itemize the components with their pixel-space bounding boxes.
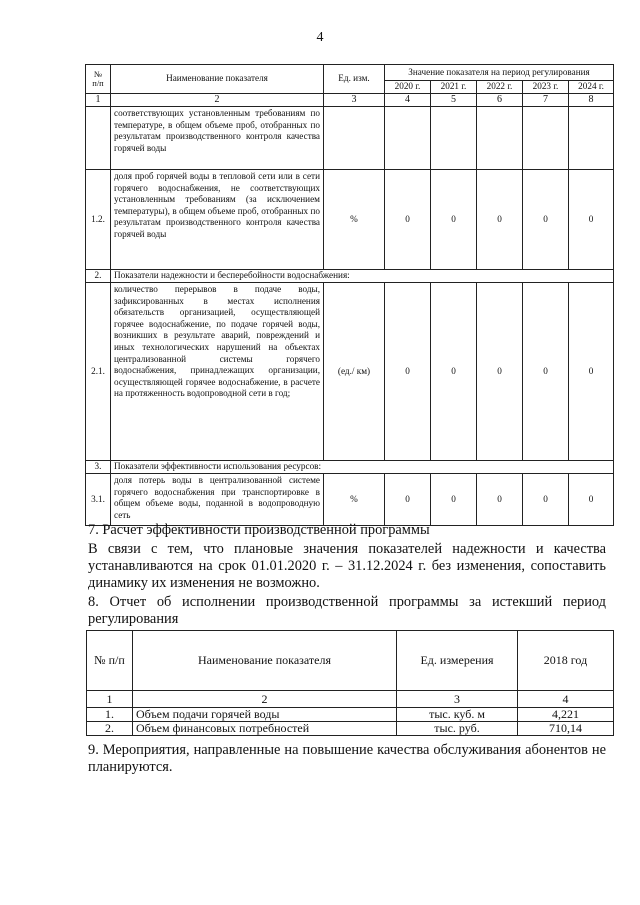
row-unit: %: [324, 474, 385, 526]
row-name: доля потерь воды в централизованной системе горячего водоснабжения при транспортировке в общем объеме воды, поданной в водопроводную сеть: [111, 474, 324, 526]
col-number: 7: [523, 94, 569, 107]
row-no: 3.1.: [86, 474, 111, 526]
col-number: 5: [431, 94, 477, 107]
row-value: 0: [569, 170, 614, 270]
row-value: 0: [523, 283, 569, 461]
table-row: [86, 474, 614, 526]
row-no: 2.1.: [86, 283, 111, 461]
col-number: 1: [86, 94, 111, 107]
col-number: 4: [385, 94, 431, 107]
row-value: 0: [431, 474, 477, 526]
section-row: [86, 270, 614, 283]
col-number: 6: [477, 94, 523, 107]
row-value: 0: [523, 170, 569, 270]
row-name: количество перерывов в подаче воды, зафиксированных в местах исполнения обязательств организацией, осуществляющей горячее водоснабжение, по подаче горячей воды, возникших в результате аварий, повреждений и иных технологических нарушений на объектах централизованной системы горячего водоснабжения, принадлежащих организации, осуществляющей горячее водоснабжение, в расчете на протяженность водопроводной сети в год;: [111, 283, 324, 461]
indicators-table: [85, 64, 614, 526]
report-table: [86, 630, 614, 736]
table-row: [87, 708, 614, 722]
col-number: 3: [397, 691, 518, 708]
header-name: Наименование показателя: [111, 65, 324, 94]
section-title: Показатели надежности и бесперебойности водоснабжения:: [111, 270, 614, 283]
col-number: 2: [133, 691, 397, 708]
row-no: 1.2.: [86, 170, 111, 270]
row-unit: тыс. куб. м: [397, 708, 518, 722]
row-value: 0: [523, 474, 569, 526]
col-number: 8: [569, 94, 614, 107]
section7-text: [88, 541, 606, 592]
row-value: [569, 107, 614, 170]
row-value: 0: [385, 283, 431, 461]
row-no: [86, 107, 111, 170]
section8-heading: 8. Отчет об исполнении производственной программы за истекший период регулирования: [88, 594, 606, 627]
table-row: [86, 170, 614, 270]
row-value: [431, 107, 477, 170]
col-number: 3: [324, 94, 385, 107]
table-row: [86, 283, 614, 461]
col-number: 1: [87, 691, 133, 708]
section7-text-content: В связи с тем, что плановые значения показателей надежности и качества устанавливаются на срок 01.01.2020 г. – 31.12.2024 г. без изменения, сопоставить динамику их изменения не возможно.: [88, 541, 606, 591]
row-value: 0: [477, 283, 523, 461]
header-year: 2020 г.: [385, 81, 431, 94]
row-value: 0: [569, 474, 614, 526]
row-unit: [324, 107, 385, 170]
page-number: 4: [316, 30, 324, 45]
row-value: 0: [477, 170, 523, 270]
row-value: 710,14: [518, 722, 614, 736]
header-no: № п/п: [86, 65, 111, 94]
row-unit: тыс. руб.: [397, 722, 518, 736]
header-year: 2022 г.: [477, 81, 523, 94]
section-row: [86, 461, 614, 474]
row-name: Объем подачи горячей воды: [133, 708, 397, 722]
row-value: 0: [477, 474, 523, 526]
section9-text-content: 9. Мероприятия, направленные на повышение качества обслуживания абонентов не планируются.: [88, 742, 606, 775]
header-no: № п/п: [87, 631, 133, 691]
section7-heading: 7. Расчет эффективности производственной программы: [88, 522, 430, 538]
section9-text: [88, 742, 606, 776]
row-value: 4,221: [518, 708, 614, 722]
section-no: 3.: [86, 461, 111, 474]
col-number: 4: [518, 691, 614, 708]
row-value: 0: [569, 283, 614, 461]
col-number: 2: [111, 94, 324, 107]
row-value: 0: [431, 170, 477, 270]
header-year: 2023 г.: [523, 81, 569, 94]
row-no: 2.: [87, 722, 133, 736]
header-unit: Ед. изм.: [324, 65, 385, 94]
row-value: [385, 107, 431, 170]
row-no: 1.: [87, 708, 133, 722]
row-name: Объем финансовых потребностей: [133, 722, 397, 736]
header-period: Значение показателя на период регулирования: [385, 65, 614, 81]
header-year: 2024 г.: [569, 81, 614, 94]
table-row: [86, 107, 614, 170]
row-unit: (ед./ км): [324, 283, 385, 461]
row-name: доля проб горячей воды в тепловой сети или в сети горячего водоснабжения, не соответствующих установленным требованиям (за исключением температуры), в общем объеме проб, отобранных по результатам производственного контроля качества горячей воды: [111, 170, 324, 270]
row-value: 0: [385, 170, 431, 270]
row-value: 0: [385, 474, 431, 526]
header-year: 2021 г.: [431, 81, 477, 94]
section-no: 2.: [86, 270, 111, 283]
header-name: Наименование показателя: [133, 631, 397, 691]
header-year: 2018 год: [518, 631, 614, 691]
row-name: соответствующих установленным требованиям по температуре, в общем объеме проб, отобранных по результатам производственного контроля качества горячей воды: [111, 107, 324, 170]
header-unit: Ед. измерения: [397, 631, 518, 691]
section-title: Показатели эффективности использования ресурсов:: [111, 461, 614, 474]
row-value: [523, 107, 569, 170]
row-unit: %: [324, 170, 385, 270]
table-row: [87, 722, 614, 736]
row-value: 0: [431, 283, 477, 461]
row-value: [477, 107, 523, 170]
